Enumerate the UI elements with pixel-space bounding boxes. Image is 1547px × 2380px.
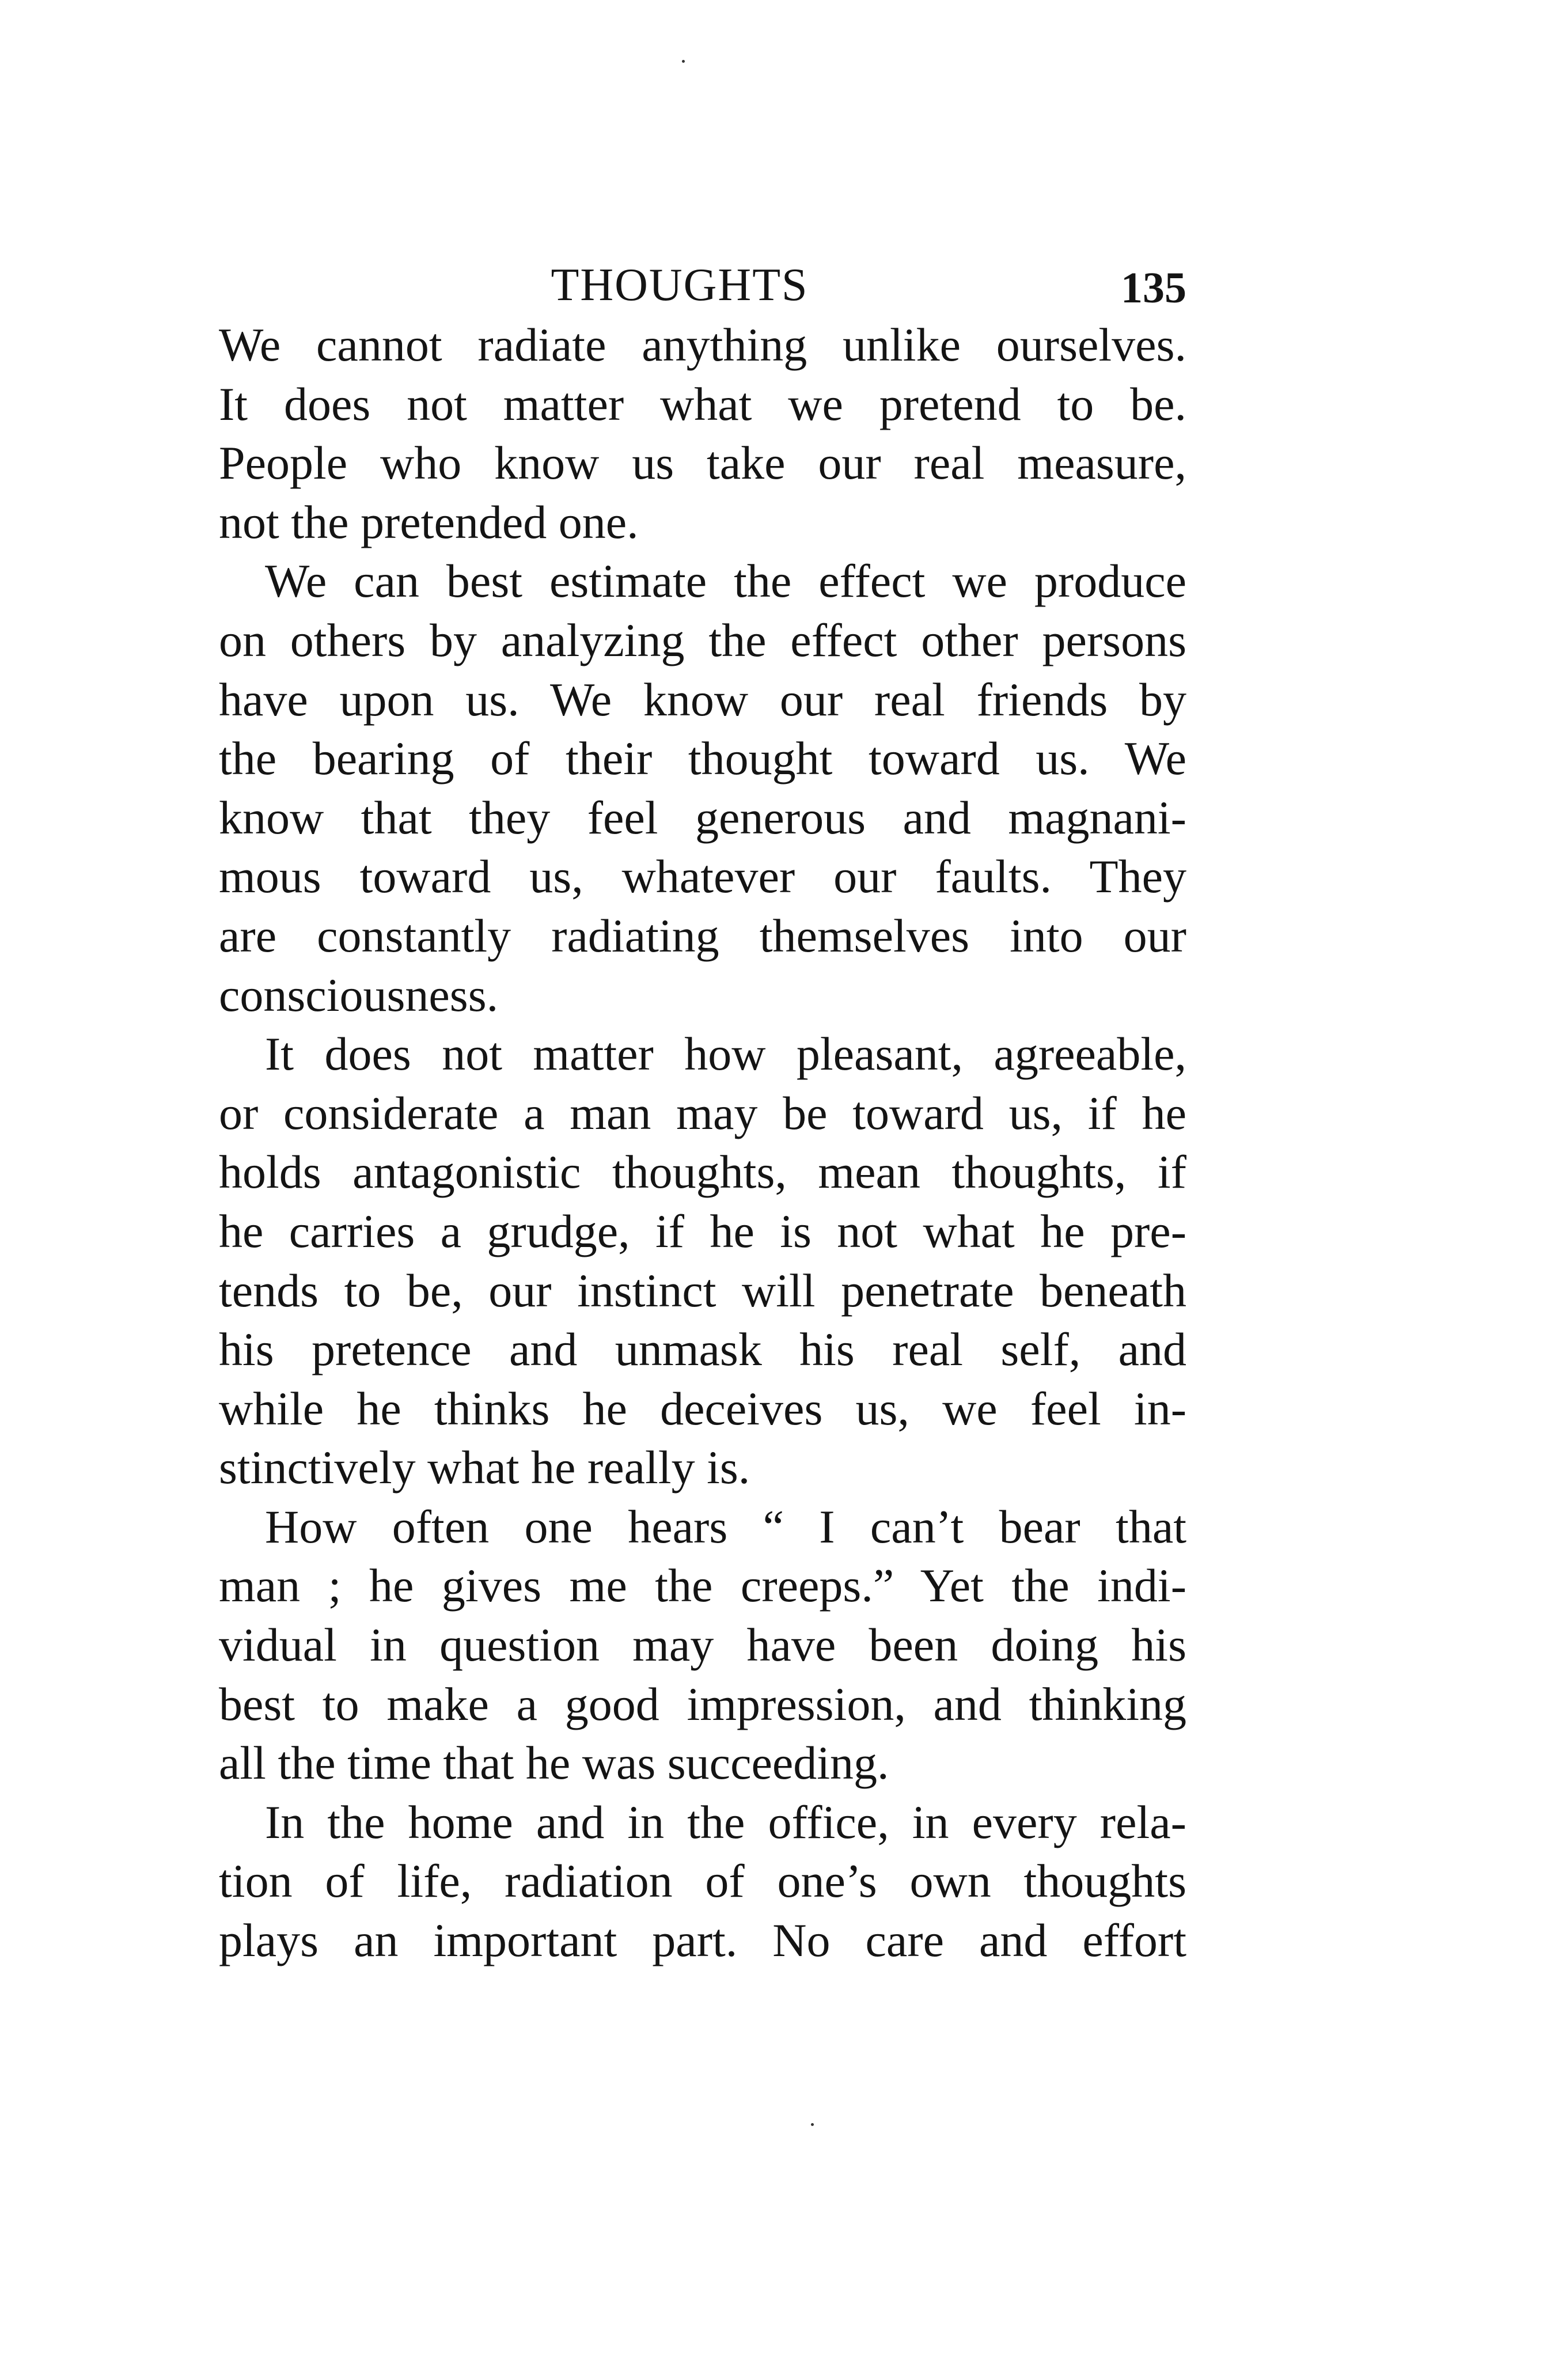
paragraph: [219, 1793, 1186, 1970]
paragraph: [219, 552, 1186, 1025]
text-line: the bearing of their thought toward us. We: [219, 732, 1186, 785]
scan-speck: [682, 60, 685, 63]
text-line: It does not matter how pleasant, agreeable,: [265, 1028, 1186, 1081]
text-line: consciousness.: [219, 968, 499, 1021]
paragraph: [219, 316, 1186, 552]
text-line: or considerate a man may be toward us, if he: [219, 1086, 1186, 1139]
text-line: are constantly radiating themselves into our: [219, 909, 1186, 962]
text-line: man ; he gives me the creeps.” Yet the indi-: [219, 1559, 1186, 1612]
text-line: mous toward us, whatever our faults. They: [219, 850, 1186, 903]
text-line: tends to be, our instinct will penetrate beneath: [219, 1264, 1186, 1317]
text-line: stinctively what he really is.: [219, 1441, 750, 1494]
text-line: It does not matter what we pretend to be.: [219, 377, 1186, 430]
text-line: on others by analyzing the effect other persons: [219, 613, 1186, 666]
body-text: [219, 316, 1186, 1970]
text-line: People who know us take our real measure,: [219, 437, 1186, 490]
text-line: all the time that he was succeeding.: [219, 1737, 889, 1790]
text-line: know that they feel generous and magnani-: [219, 791, 1186, 844]
running-header: THOUGHTS: [551, 260, 809, 310]
text-line: tion of life, radiation of one’s own thoughts: [219, 1855, 1186, 1908]
text-line: have upon us. We know our real friends by: [219, 673, 1186, 726]
text-line: plays an important part. No care and effort: [219, 1914, 1186, 1967]
text-line: his pretence and unmask his real self, and: [219, 1323, 1186, 1376]
text-line: How often one hears “ I can’t bear that: [265, 1500, 1186, 1553]
page-number: 135: [1121, 264, 1186, 312]
text-line: while he thinks he deceives us, we feel in-: [219, 1382, 1186, 1435]
text-line: We cannot radiate anything unlike ourselves.: [219, 319, 1186, 371]
paragraph: [219, 1498, 1186, 1793]
text-line: best to make a good impression, and thinking: [219, 1677, 1186, 1730]
text-line: he carries a grudge, if he is not what he pre-: [219, 1204, 1186, 1257]
scan-speck: [811, 2123, 814, 2126]
text-line: In the home and in the office, in every rela-: [265, 1795, 1186, 1848]
text-line: not the pretended one.: [219, 495, 639, 548]
text-line: We can best estimate the effect we produce: [265, 555, 1186, 608]
text-line: holds antagonistic thoughts, mean thoughts, if: [219, 1146, 1186, 1199]
paragraph: [219, 1025, 1186, 1498]
text-line: vidual in question may have been doing his: [219, 1619, 1186, 1672]
